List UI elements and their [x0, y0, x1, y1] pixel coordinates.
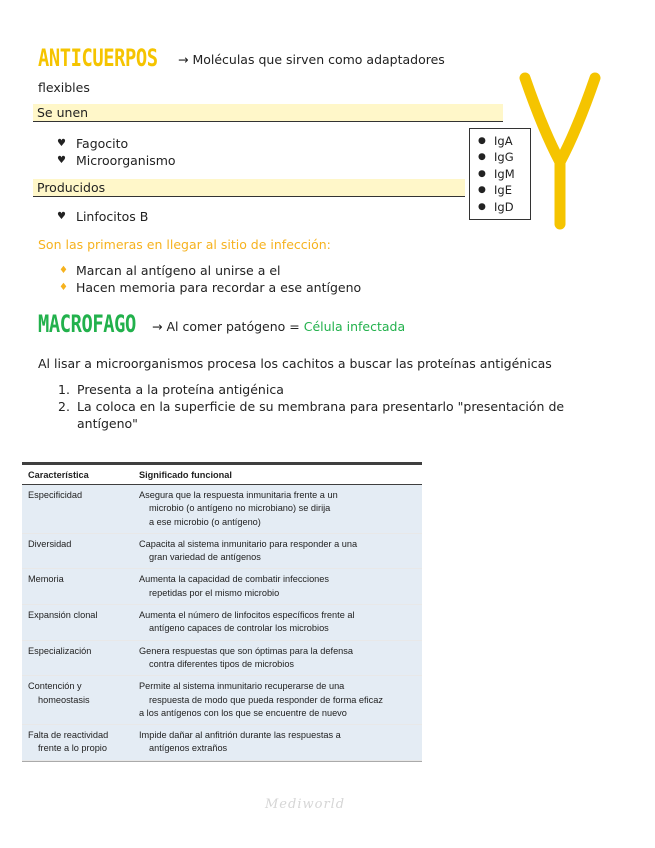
table-row: Diversidad Capacita al sistema inmunitario para responder a una gran variedad de antígenos: [22, 533, 422, 569]
infected-cell-highlight: Célula infectada: [303, 319, 406, 334]
drop-bullet-icon: ●: [478, 185, 486, 196]
heart-bullet-icon: ♥: [57, 155, 66, 166]
producidos-heading: Producidos: [33, 179, 465, 197]
table-row: Contención y homeostasis Permite al sistema inmunitario recuperarse de una respuesta de modo que pueda responder de forma eficaz a los antígenos con los que se encuentre de nuevo: [22, 676, 422, 725]
heart-bullet-icon: ♥: [57, 211, 66, 222]
se-unen-list: [57, 135, 176, 169]
anticuerpos-description-continued: flexibles: [38, 80, 90, 95]
column-header: Característica: [22, 465, 133, 485]
list-item: ● IgD: [478, 199, 514, 214]
table-header-row: [22, 465, 422, 485]
column-header: Significado funcional: [133, 465, 422, 485]
diamond-bullet-icon: ♦: [59, 282, 68, 293]
list-item: ● IgG: [478, 150, 514, 165]
first-responders-note: Son las primeras en llegar al sitio de infección:: [38, 237, 331, 252]
list-item: 1. Presenta a la proteína antigénica: [58, 382, 284, 397]
immune-features-table: [22, 462, 422, 762]
list-item: ♥ Microorganismo: [57, 153, 176, 168]
signature-watermark: Mediworld: [265, 797, 346, 812]
macrofago-paragraph: Al lisar a microorganismos procesa los cachitos a buscar las proteínas antigénicas: [38, 356, 552, 371]
macrofago-title: MACROFAGO: [38, 310, 136, 338]
drop-bullet-icon: ●: [478, 136, 486, 146]
list-item: ● IgA: [478, 134, 513, 148]
se-unen-heading: Se unen: [33, 104, 503, 122]
table-row: Especificidad Asegura que la respuesta inmunitaria frente a un microbio (o antígeno no microbiano) se dirija a ese microbio (o antígeno): [22, 485, 422, 534]
anticuerpos-description: → Moléculas que sirven como adaptadores: [178, 52, 445, 67]
list-item: 2. La coloca en la superficie de su membrana para presentarlo "presentación de antígeno": [58, 399, 565, 431]
heart-bullet-icon: ♥: [57, 138, 66, 149]
list-item: ● IgM: [478, 166, 515, 181]
antibody-y-icon: [515, 70, 605, 230]
drop-bullet-icon: ●: [478, 152, 486, 163]
antibody-actions-list: [57, 262, 361, 296]
anticuerpos-title: ANTICUERPOS: [38, 44, 158, 72]
table-row: Falta de reactividad frente a lo propio Impide dañar al anfitrión durante las respuestas a antígenos extraños: [22, 725, 422, 761]
table-row: Memoria Aumenta la capacidad de combatir infecciones repetidas por el mismo microbio: [22, 569, 422, 605]
diamond-bullet-icon: ♦: [59, 265, 68, 276]
table-row: Especialización Genera respuestas que son óptimas para la defensa contra diferentes tipos de microbios: [22, 640, 422, 676]
drop-bullet-icon: ●: [478, 201, 486, 212]
list-item: ♥ Linfocitos B: [57, 209, 149, 224]
list-item: ♥ Fagocito: [57, 136, 129, 151]
macrofago-steps: [58, 381, 588, 432]
list-item: ● IgE: [478, 183, 512, 198]
producidos-list: [57, 208, 148, 225]
drop-bullet-icon: ●: [478, 168, 486, 179]
macrofago-description: → Al comer patógeno = Célula infectada: [152, 319, 406, 334]
list-item: ♦ Hacen memoria para recordar a ese antígeno: [59, 280, 362, 295]
table-row: Expansión clonal Aumenta el número de linfocitos específicos frente al antígeno capaces de controlar los microbios: [22, 605, 422, 641]
list-item: ♦ Marcan al antígeno al unirse a el: [59, 263, 281, 278]
